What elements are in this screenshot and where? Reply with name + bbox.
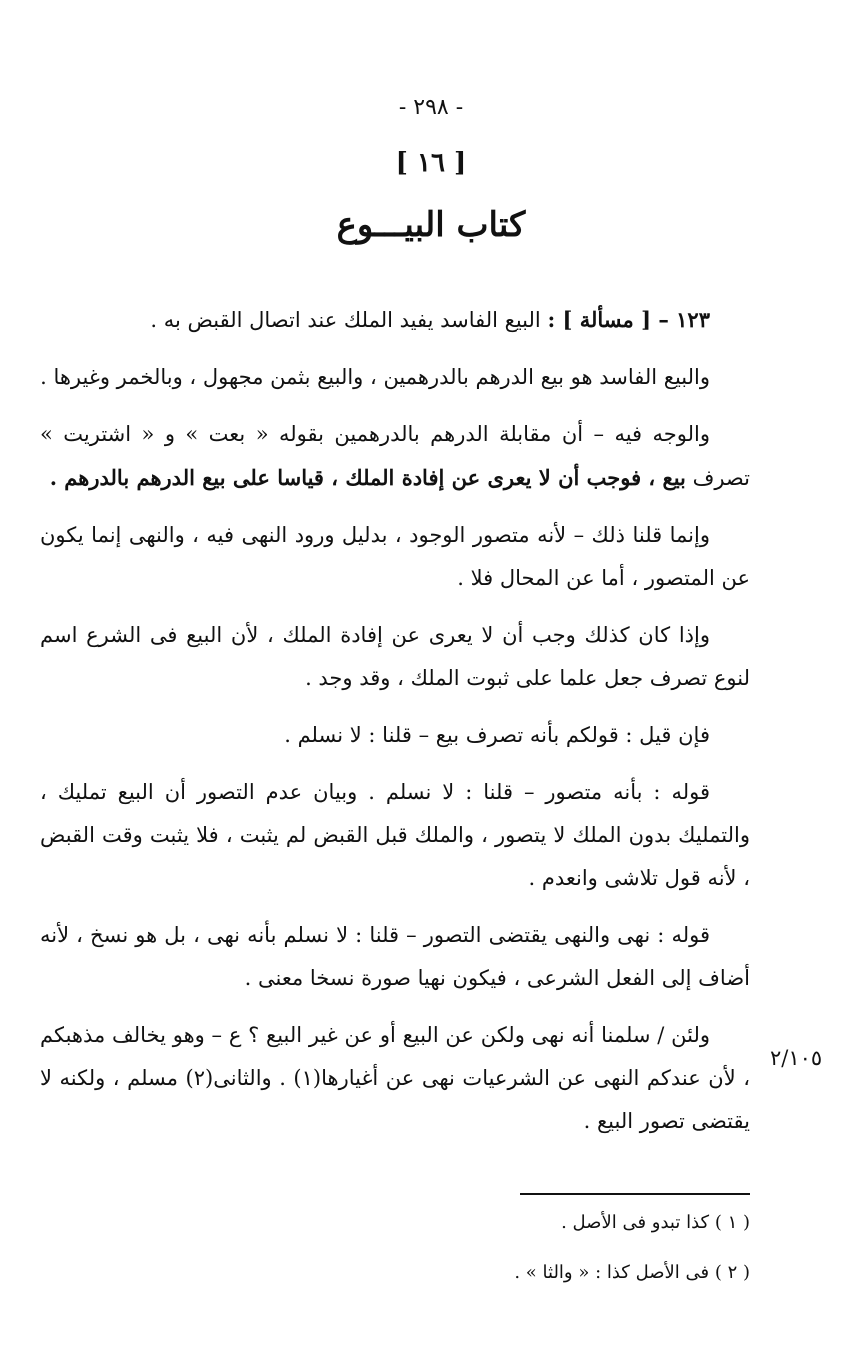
chapter-number: [ ١٦ ] (395, 148, 467, 178)
paragraph: والوجه فيه – أن مقابلة الدرهم بالدرهمين بقوله « بعت » و « اشتريت » تصرف بيع ، فوجب أن لا يعرى عن إفادة الملك ، قياسا على بيع الدرهم بالدرهم . (40, 422, 750, 490)
paragraph: قوله : بأنه متصور – قلنا : لا نسلم . وبيان عدم التصور أن البيع تمليك ، والتمليك بدون الملك لا يتصور ، والملك قبل القبض لم يثبت ، فلا يثبت وقت القبض ، لأنه قول تلاشى وانعدم . (40, 780, 750, 890)
paragraph: وإذا كان كذلك وجب أن لا يعرى عن إفادة الملك ، لأن البيع فى الشرع اسم لنوع تصرف جعل علما على ثبوت الملك ، وقد وجد . (40, 623, 750, 690)
paragraph: ١٢٣ – [ مسألة ] : البيع الفاسد يفيد الملك عند اتصال القبض به . (150, 307, 710, 332)
footnote: ( ٢ ) فى الأصل كذا : « والثا » . (514, 1262, 750, 1283)
footnote-divider (520, 1193, 750, 1195)
paragraph: فإن قيل : قولكم بأنه تصرف بيع – قلنا : لا نسلم . (284, 723, 710, 747)
chapter-title: كتاب البيـــوع (336, 205, 526, 245)
margin-reference: ٢/١٠٥ (770, 1046, 823, 1070)
paragraph: وإنما قلنا ذلك – لأنه متصور الوجود ، بدليل ورود النهى فيه ، والنهى إنما يكون عن المتصور ، أما عن المحال فلا . (40, 523, 750, 590)
footnote: ( ١ ) كذا تبدو فى الأصل . (561, 1212, 750, 1233)
issue-number: ١٢٣ – [ مسألة ] : (547, 307, 710, 332)
page-number: - ٢٩٨ - (398, 95, 464, 120)
paragraph: والبيع الفاسد هو بيع الدرهم بالدرهمين ، والبيع بثمن مجهول ، وبالخمر وغيرها . (40, 365, 710, 389)
paragraph: قوله : نهى والنهى يقتضى التصور – قلنا : لا نسلم بأنه نهى ، بل هو نسخ ، لأنه أضاف إلى الفعل الشرعى ، فيكون نهيا صورة نسخا معنى . (40, 923, 750, 990)
paragraph: ولئن / سلمنا أنه نهى ولكن عن البيع أو عن غير البيع ؟ ع – وهو يخالف مذهبكم ، لأن عندكم النهى عن الشرعيات نهى عن أغيارها(١) . والثانى(٢) مسلم ، ولكنه لا يقتضى تصور البيع . (40, 1023, 751, 1133)
body-text (40, 298, 750, 1143)
